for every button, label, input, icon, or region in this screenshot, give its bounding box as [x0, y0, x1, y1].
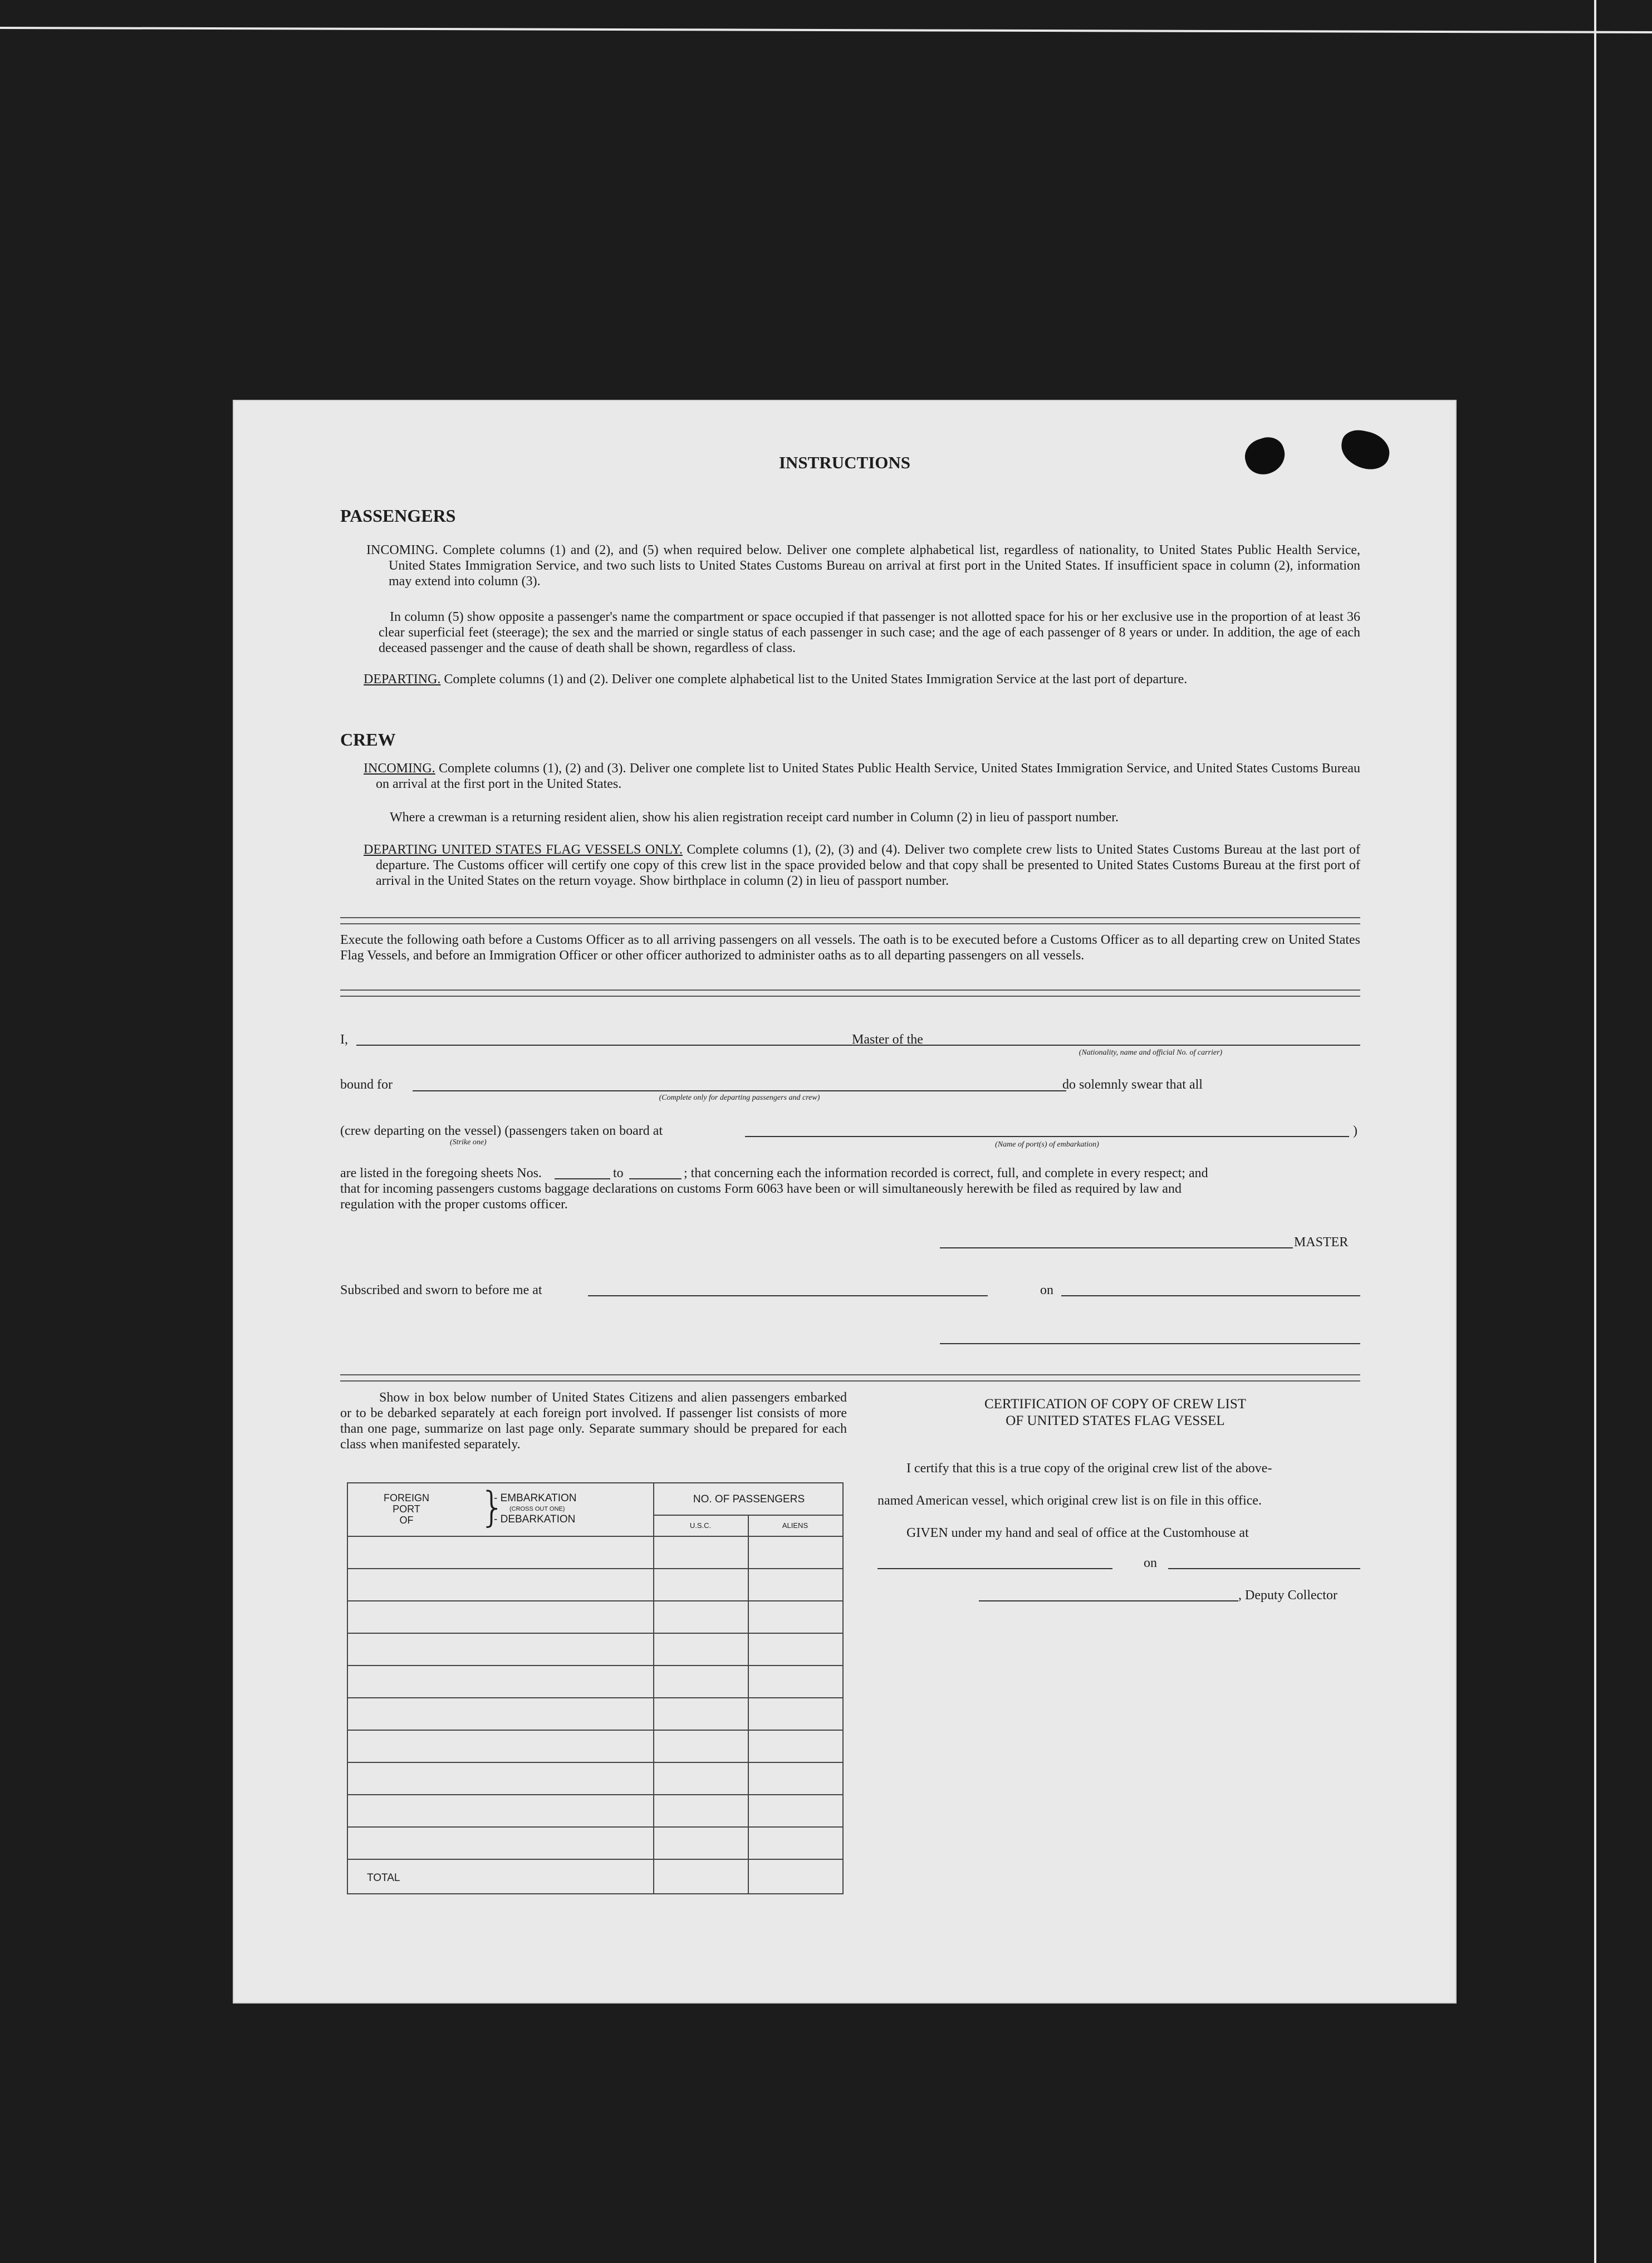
double-rule: [340, 990, 1360, 997]
oath-i-label: I,: [340, 1032, 348, 1047]
given-text: GIVEN under my hand and seal of office at the Customhouse at: [906, 1526, 1249, 1540]
certify-text-1: I certify that this is a true copy of the original crew list of the above-: [906, 1461, 1272, 1476]
double-rule: [340, 1374, 1360, 1382]
passengers-departing-label: DEPARTING.: [364, 672, 441, 687]
master-of-label: Master of the: [852, 1032, 923, 1047]
crew-departing-paragraph: [364, 842, 1360, 889]
bound-for-field[interactable]: [413, 1090, 1066, 1091]
certification-on-label: on: [1144, 1556, 1157, 1570]
crew-incoming-text: Complete columns (1), (2) and (3). Deliver one complete list to United States Public Health Service, United States Immigration Service, and United States Customs Bureau on arrival at the first port in the United States.: [376, 761, 1361, 791]
bound-for-hint: (Complete only for departing passengers and crew): [659, 1094, 820, 1102]
close-paren: ): [1353, 1124, 1357, 1138]
deputy-collector-label: , Deputy Collector: [1238, 1588, 1337, 1603]
total-label: TOTAL: [367, 1872, 400, 1884]
crew-incoming-paragraph: [364, 761, 1360, 792]
passengers-departing-paragraph: [364, 672, 1360, 687]
embarkation-port-field[interactable]: [745, 1136, 1349, 1137]
oath-instruction: Execute the following oath before a Customs Officer as to all arriving passengers on all vessels. The oath is to be executed before a Customs Officer as to all departing crew on United States Flag Vessels, and before an Immigration Officer or other officer authorized to administer oaths as to all departing passengers on all vessels.: [340, 933, 1360, 963]
crew-heading: CREW: [340, 729, 396, 750]
passengers-incoming-label: INCOMING.: [366, 543, 438, 557]
double-rule: [340, 917, 1360, 924]
summary-instruction: Show in box below number of United States Citizens and alien passengers embarked or to be debarked separately at each foreign port involved. If passenger list consists of more than one page, summarize on last page only. Separate summary should be prepared for each class when manifested separately.: [340, 1390, 847, 1452]
listed-text-1: are listed in the foregoing sheets Nos.: [340, 1166, 542, 1181]
instructions-title: INSTRUCTIONS: [778, 453, 910, 472]
certification-date-field[interactable]: [1168, 1568, 1360, 1569]
cross-out-hint: (CROSS OUT ONE): [509, 1506, 565, 1512]
passengers-incoming-text: Complete columns (1) and (2), and (5) when required below. Deliver one complete alphabetical list, regardless of nationality, to United States Public Health Service, United States Immigration Service, and two such lists to United States Customs Bureau on arrival at first port in the United States. If insufficient space in column (2), information may extend into column (3).: [389, 543, 1361, 589]
listed-text-4: regulation with the proper customs officer.: [340, 1197, 568, 1212]
foreign-port-header: FOREIGN PORT OF: [383, 1492, 429, 1526]
crew-resident-paragraph: Where a crewman is a returning resident alien, show his alien registration receipt card number in Column (2) in lieu of passport number.: [390, 810, 1119, 825]
strike-one-hint: (Strike one): [450, 1138, 487, 1147]
listed-text-2: ; that concerning each the information recorded is correct, full, and complete in every respect; and: [684, 1166, 1208, 1181]
crew-departing-label: DEPARTING UNITED STATES FLAG VESSELS ONLY.: [364, 842, 683, 857]
embarkation-port-hint: (Name of port(s) of embarkation): [995, 1140, 1099, 1149]
carrier-field[interactable]: [941, 1045, 1360, 1046]
swear-label: do solemnly swear that all: [1062, 1077, 1203, 1092]
certify-text-2: named American vessel, which original crew list is on file in this office.: [878, 1493, 1262, 1508]
master-label: MASTER: [1294, 1235, 1349, 1250]
crew-incoming-label: INCOMING.: [364, 761, 435, 776]
embarkation-label: - EMBARKATION: [494, 1492, 577, 1504]
master-signature-field[interactable]: [940, 1247, 1293, 1248]
brace-icon: }: [479, 1483, 506, 1531]
aliens-header: ALIENS: [782, 1521, 808, 1530]
certification-title-1: CERTIFICATION OF COPY OF CREW LIST: [984, 1397, 1247, 1412]
passenger-summary-table: [347, 1482, 844, 1894]
crew-departing-text: Complete columns (1), (2), (3) and (4). Deliver two complete crew lists to United States Customs Bureau at the last port of departure. The Customs officer will certify one copy of this crew list in the space provided below and that copy shall be presented to United States Customs Bureau at the first port of arrival in the United States on the return voyage. Show birthplace in column (2) in lieu of passport number.: [376, 842, 1361, 888]
passengers-departing-text: Complete columns (1) and (2). Deliver one complete alphabetical list to the United States Immigration Service at the last port of departure.: [444, 672, 1188, 687]
crew-departing-label: (crew departing on the vessel) (passengers taken on board at: [340, 1124, 663, 1138]
usc-header: U.S.C.: [689, 1521, 712, 1530]
deputy-collector-signature-field[interactable]: [979, 1600, 1238, 1601]
form-page: [233, 400, 1457, 2004]
customhouse-field[interactable]: [878, 1568, 1112, 1569]
subscribed-label: Subscribed and sworn to before me at: [340, 1283, 542, 1297]
sheet-from-field[interactable]: [555, 1178, 610, 1179]
sworn-place-field[interactable]: [588, 1295, 988, 1296]
listed-text-3: that for incoming passengers customs baggage declarations on customs Form 6063 have been or will simultaneously herewith be filed as required by law and: [340, 1182, 1182, 1196]
no-passengers-header: NO. OF PASSENGERS: [693, 1493, 805, 1505]
officer-signature-field[interactable]: [940, 1343, 1360, 1344]
passengers-heading: PASSENGERS: [340, 506, 456, 526]
sheet-to-field[interactable]: [629, 1178, 682, 1179]
passengers-column5-paragraph: In column (5) show opposite a passenger's name the compartment or space occupied if that passenger is not allotted space for his or her exclusive use in the proportion of at least 36 clear superficial feet (steerage); the sex and the married or single status of each passenger in such case; and the age of each passenger of 8 years or under. In addition, the age of each deceased passenger and the cause of death shall be shown, regardless of class.: [379, 610, 1360, 655]
bound-for-label: bound for: [340, 1077, 393, 1092]
carrier-hint: (Nationality, name and official No. of carrier): [1079, 1049, 1223, 1057]
listed-to-label: to: [613, 1166, 624, 1181]
sworn-on-label: on: [1040, 1283, 1053, 1297]
certification-title-2: OF UNITED STATES FLAG VESSEL: [1006, 1413, 1225, 1428]
debarkation-label: - DEBARKATION: [494, 1513, 576, 1525]
passengers-incoming-paragraph: [366, 542, 1360, 589]
sworn-date-field[interactable]: [1061, 1295, 1360, 1296]
